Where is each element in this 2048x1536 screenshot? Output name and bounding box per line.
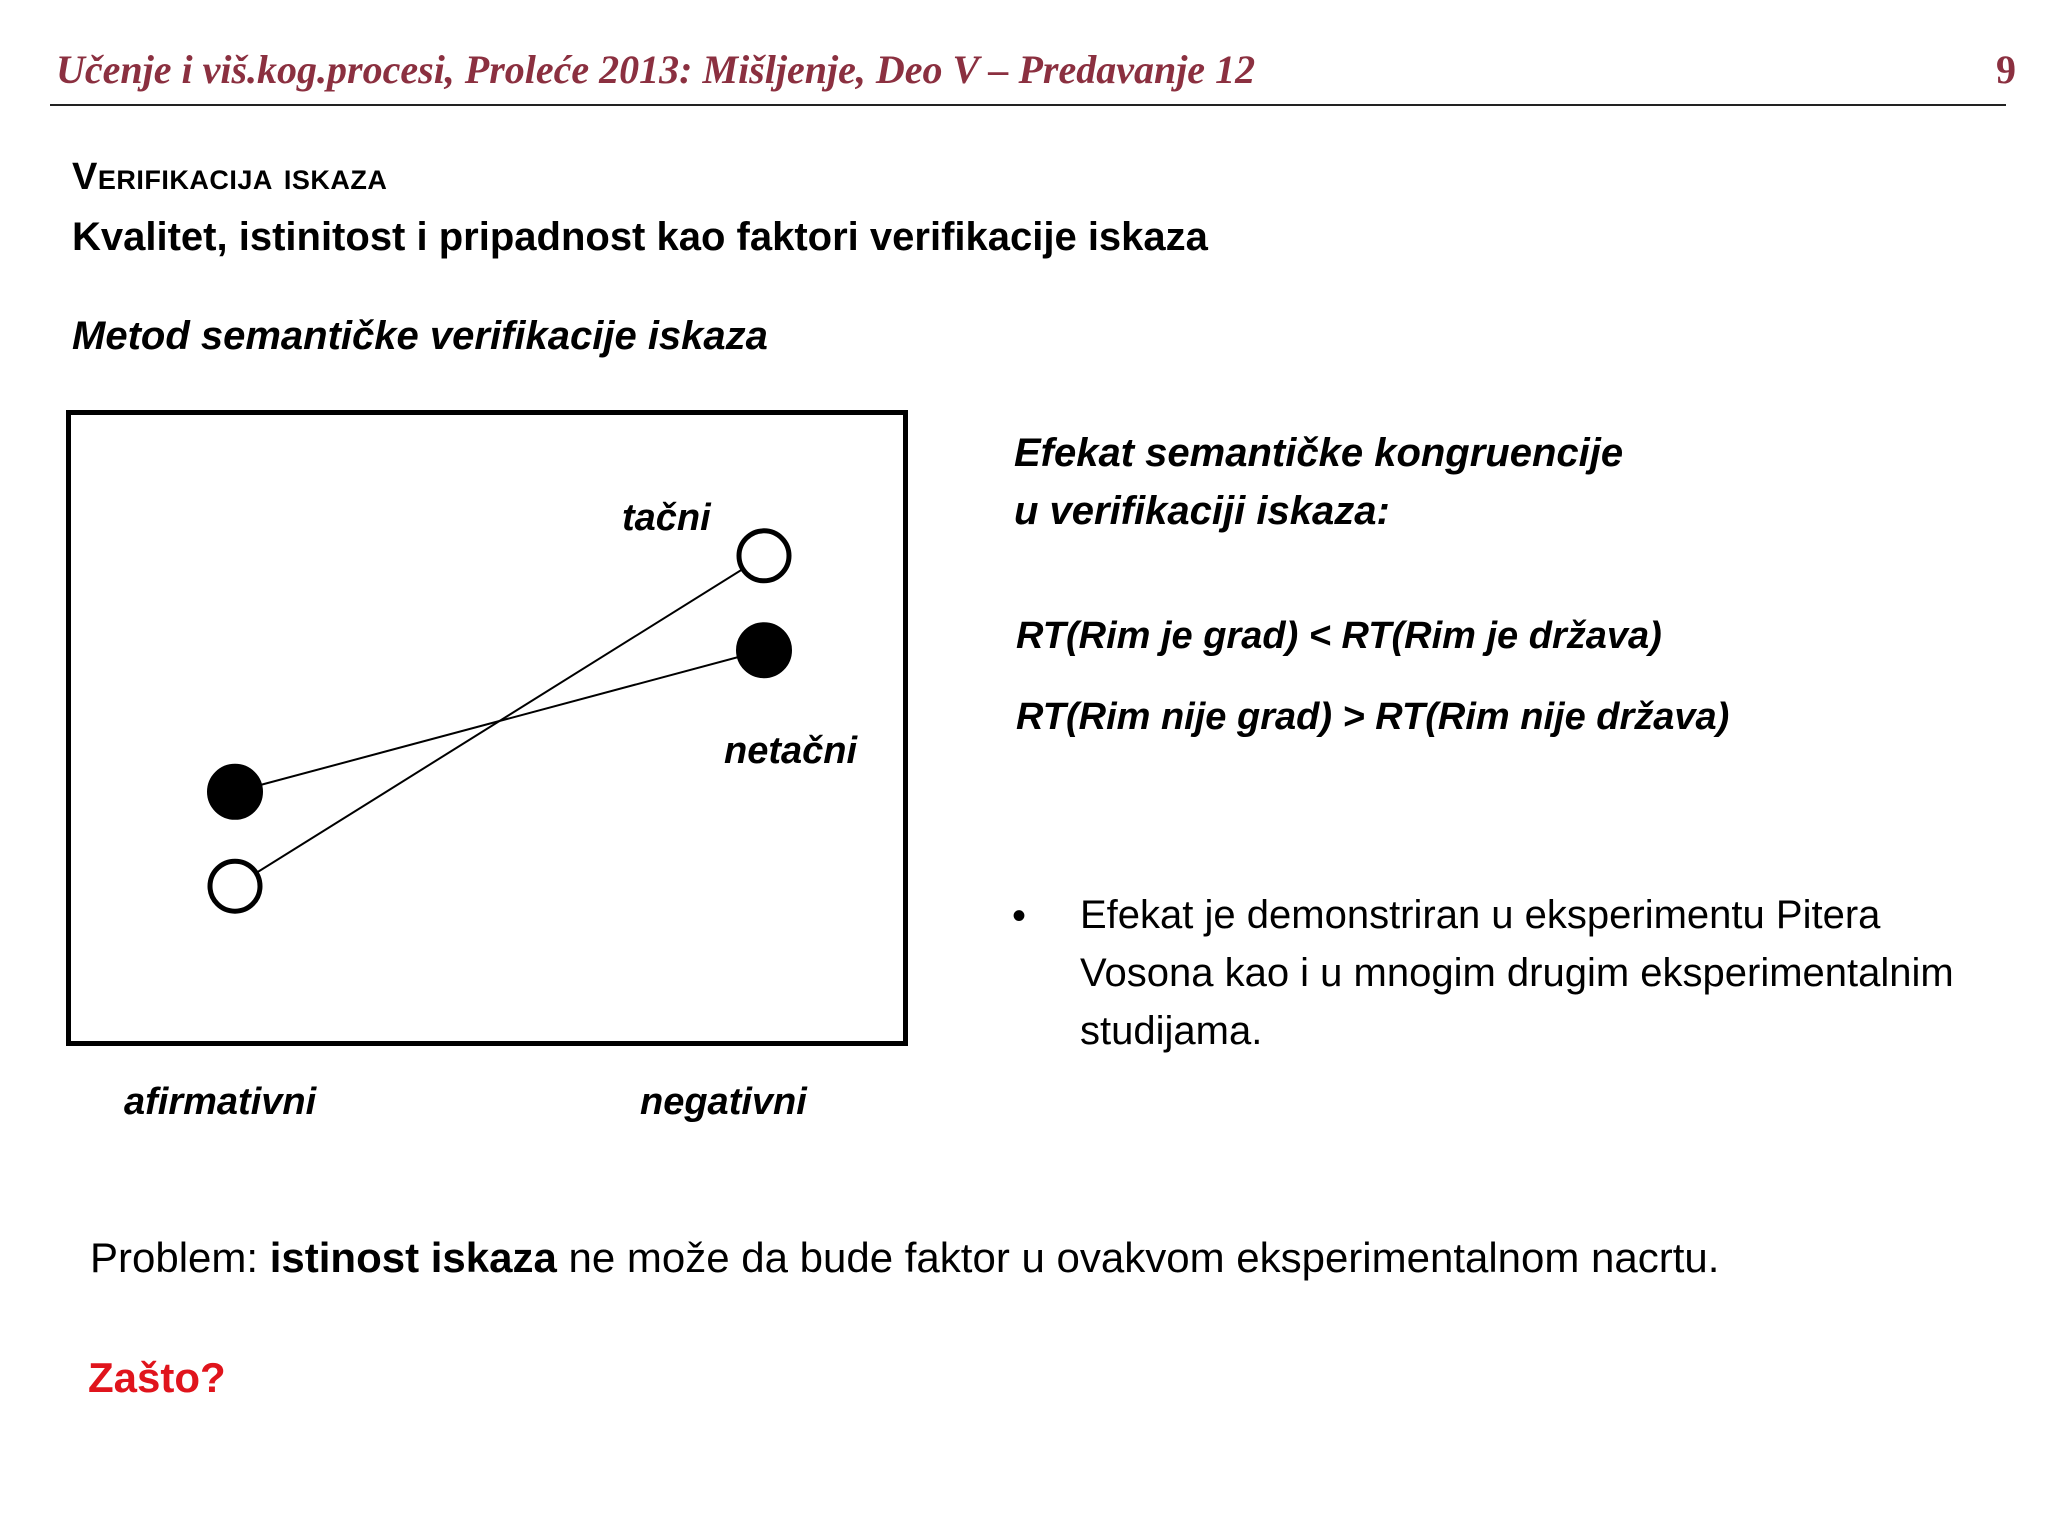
method-title: Metod semantičke verifikacije iskaza <box>72 314 768 358</box>
category-label-afirmativni: afirmativni <box>124 1081 317 1123</box>
problem-emphasis: istinost iskaza <box>269 1234 557 1281</box>
section-title: Verifikacija iskaza <box>72 156 388 198</box>
series-label-tacni: tačni <box>622 497 711 539</box>
problem-statement <box>90 1234 1719 1282</box>
data-point-netacni-negativni <box>737 623 791 677</box>
problem-prefix: Problem: <box>90 1234 270 1281</box>
effect-title <box>1014 424 1623 540</box>
chart-plot <box>71 415 903 1041</box>
data-point-netacni-afirmativni <box>208 765 262 819</box>
effect-title-line1: Efekat semantičke kongruencije <box>1014 431 1624 475</box>
effect-title-line2: u verifikaciji iskaza: <box>1014 489 1390 533</box>
rt-comparison-affirmative: RT(Rim je grad) < RT(Rim je država) <box>1016 615 1662 657</box>
category-label-negativni: negativni <box>640 1081 807 1123</box>
series-line-netacni <box>235 650 764 792</box>
data-point-tacni-negativni <box>739 531 789 581</box>
data-point-tacni-afirmativni <box>210 861 260 911</box>
rt-comparison-negative: RT(Rim nije grad) > RT(Rim nije država) <box>1016 696 1730 738</box>
header-divider <box>50 104 2006 106</box>
problem-suffix: ne može da bude faktor u ovakvom eksperimentalnom nacrtu. <box>556 1234 1720 1281</box>
page-number: 9 <box>1996 47 2016 92</box>
series-label-netacni: netačni <box>724 730 858 772</box>
slide-subtitle: Kvalitet, istinitost i pripadnost kao faktori verifikacije iskaza <box>72 215 1208 259</box>
bullet-text: Efekat je demonstriran u eksperimentu Pitera Vosona kao i u mnogim drugim eksperimentalnim studijama. <box>1080 893 1954 1053</box>
question-why: Zašto? <box>88 1354 226 1401</box>
chart-frame <box>66 410 908 1046</box>
bullet-marker: • <box>1012 894 1027 938</box>
header-title: Učenje i viš.kog.procesi, Proleće 2013: Mišljenje, Deo V – Predavanje 12 <box>56 47 1256 92</box>
